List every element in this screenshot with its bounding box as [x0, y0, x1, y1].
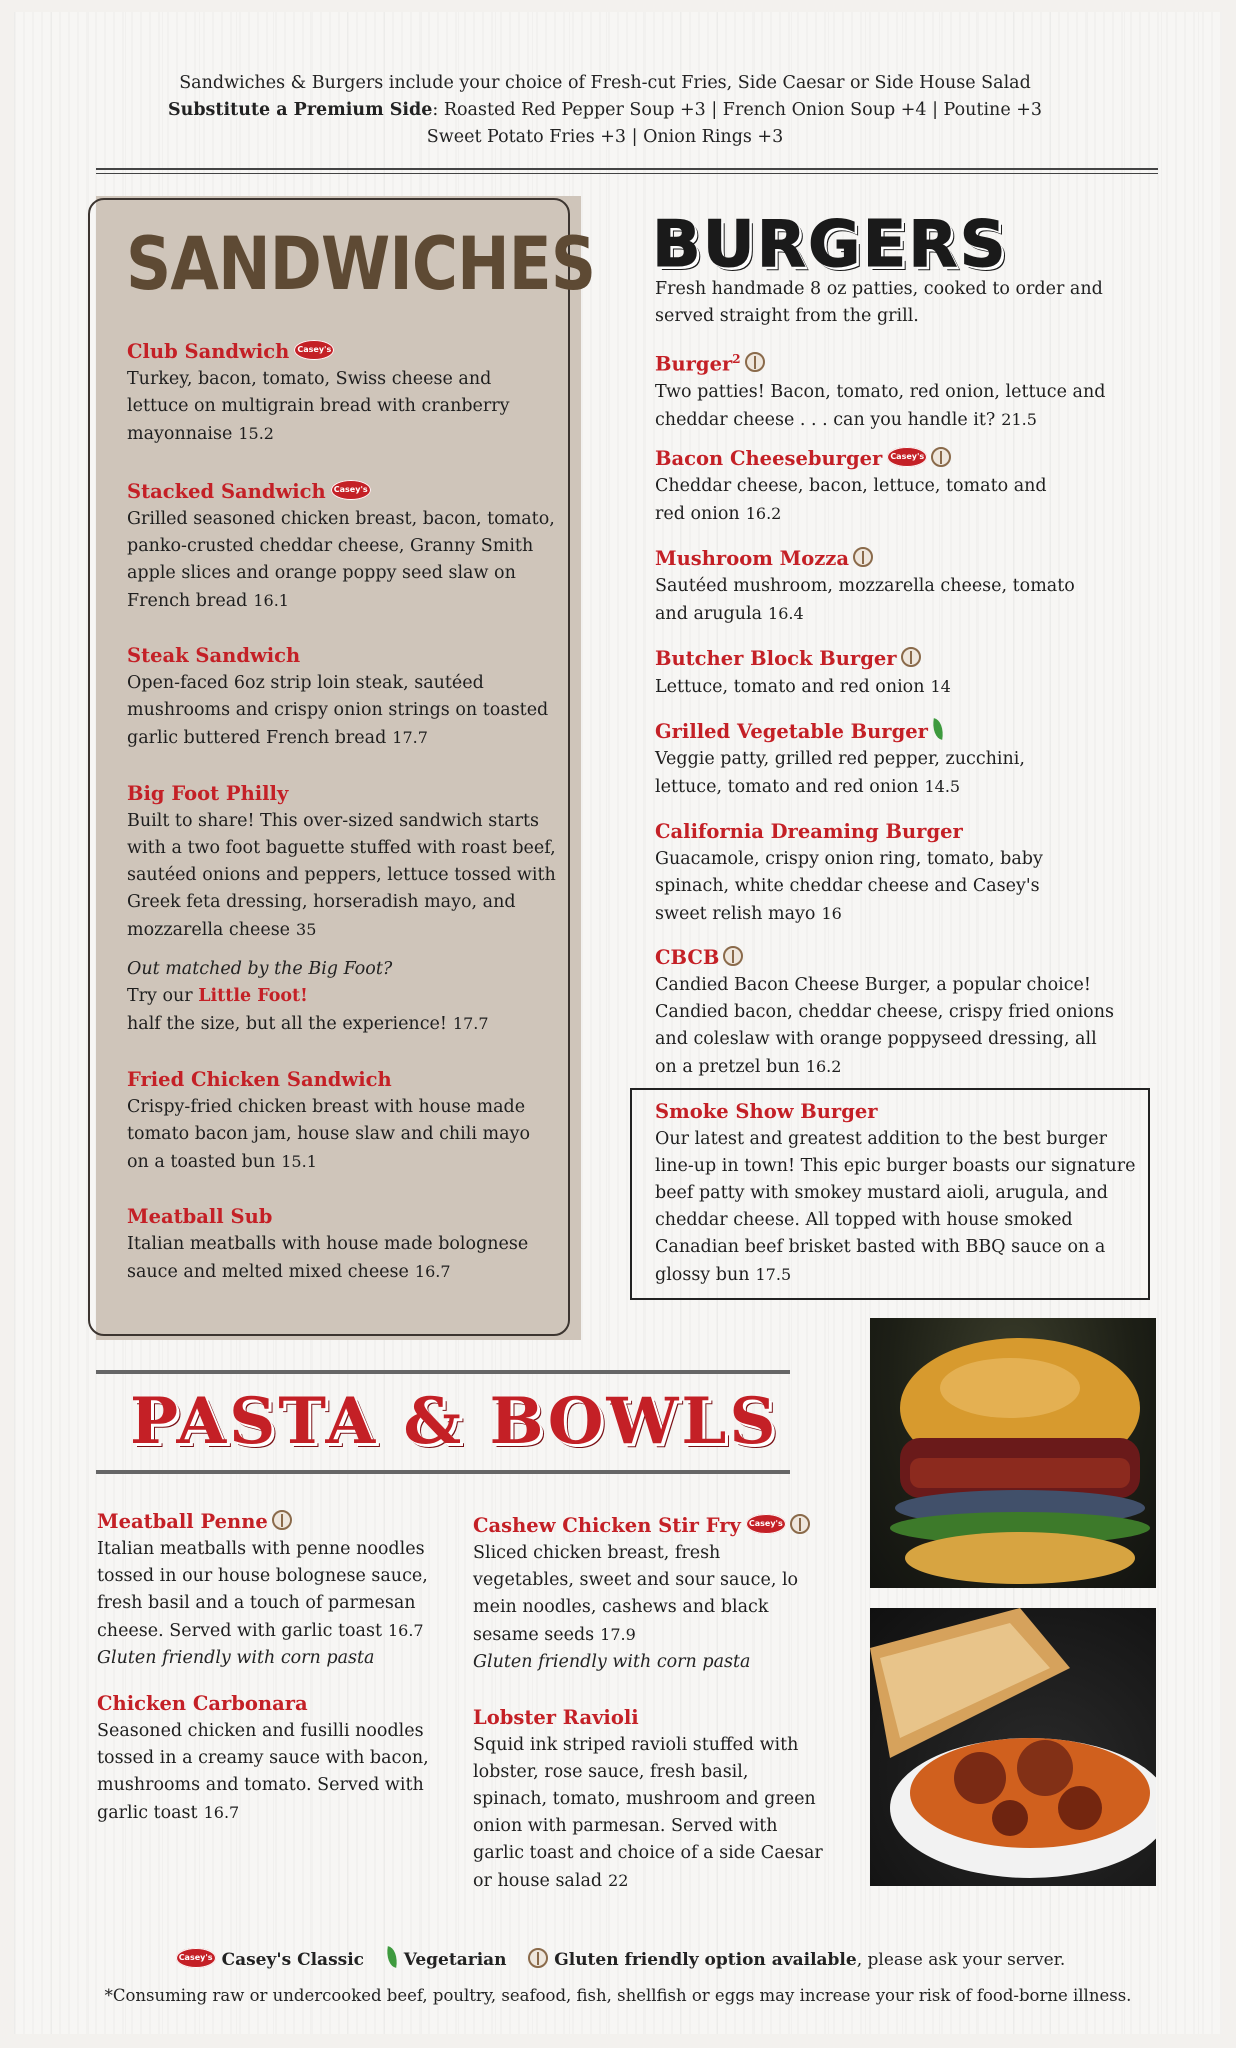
caseys-classic-icon: Casey's	[331, 480, 371, 500]
legend-gluten-label: Gluten friendly option available	[554, 1950, 857, 1970]
item-name: Fried Chicken Sandwich	[127, 1068, 392, 1091]
item-price: 21.5	[1001, 409, 1037, 429]
menu-item-cbcb	[655, 944, 1115, 1081]
item-desc: Candied Bacon Cheese Burger, a popular choice! Candied bacon, cheddar cheese, crispy fried onions and coleslaw with orange poppyseed dressing, all on a pretzel bun	[655, 975, 1114, 1077]
item-name: Chicken Carbonara	[97, 1692, 308, 1715]
legend-gluten-note: , please ask your server.	[856, 1950, 1066, 1970]
item-desc: Squid ink striped ravioli stuffed with lobster, rose sauce, fresh basil, spinach, tomato, mushroom and green onion with parmesan. Served with garlic toast and choice of a side Caesar or house salad	[473, 1735, 823, 1891]
caseys-classic-icon: Casey's	[887, 447, 927, 467]
item-price: 16.4	[768, 604, 804, 623]
item-desc: Sautéed mushroom, mozzarella cheese, tomato and arugula	[655, 576, 1075, 624]
caseys-classic-icon: Casey's	[176, 1948, 216, 1968]
item-name: Stacked Sandwich	[127, 480, 326, 503]
item-superscript: 2	[732, 352, 741, 366]
item-name: Grilled Vegetable Burger	[655, 720, 928, 743]
header-divider	[96, 168, 1158, 174]
item-name: Big Foot Philly	[127, 782, 289, 805]
gluten-friendly-icon	[790, 1514, 810, 1534]
item-name: Burger	[655, 352, 733, 376]
item-price: 14.5	[924, 777, 961, 796]
item-desc: Our latest and greatest addition to the best burger line-up in town! This epic burger boasts our signature beef patty with smokey mustard aioli, arugula, and cheddar cheese. All topped with house smoked Canadian beef brisket basted with BBQ sauce on a glossy bun	[655, 1129, 1136, 1285]
burger-illustration	[870, 1318, 1156, 1588]
sides-line-3: Sweet Potato Fries +3 | Onion Rings +3	[426, 127, 784, 147]
burger-photo	[870, 1318, 1156, 1588]
item-price: 14	[930, 677, 951, 696]
gluten-friendly-icon	[272, 1510, 292, 1530]
item-price: 17.5	[755, 1265, 792, 1284]
menu-item-smoke-show-burger	[655, 1098, 1137, 1289]
menu-item-bacon-cheeseburger	[655, 445, 1055, 528]
menu-item-meatball-penne	[97, 1508, 437, 1672]
item-desc: Italian meatballs with penne noodles tossed in our house bolognese sauce, fresh basil and a touch of parmesan cheese. Served with garlic toast	[97, 1539, 428, 1641]
menu-item-stacked-sandwich	[127, 478, 557, 615]
item-desc: Grilled seasoned chicken breast, bacon, tomato, panko-crusted cheddar cheese, Granny Smith apple slices and orange poppy seed slaw on French bread	[127, 509, 555, 611]
item-price: 15.1	[281, 1152, 317, 1171]
item-name: CBCB	[655, 946, 720, 969]
pasta-title: PASTA & BOWLS	[130, 1384, 779, 1459]
menu-item-california-dreaming-burger	[655, 818, 1055, 928]
legend-classic-label: Casey's Classic	[221, 1950, 365, 1970]
item-name: Lobster Ravioli	[473, 1706, 639, 1729]
menu-item-fried-chicken-sandwich	[127, 1066, 557, 1176]
item-name: Cashew Chicken Stir Fry	[473, 1514, 741, 1537]
food-safety-footnote: *Consuming raw or undercooked beef, poultry, seafood, fish, shellfish or eggs may increase your risk of food-borne illness.	[104, 1986, 1132, 2005]
item-desc: Italian meatballs with house made bolognese sauce and melted mixed cheese	[127, 1234, 529, 1282]
menu-item-steak-sandwich	[127, 642, 557, 752]
item-desc: Crispy-fried chicken breast with house made tomato bacon jam, house slaw and chili mayo on a toasted bun	[127, 1097, 530, 1172]
menu-item-club-sandwich	[127, 338, 557, 448]
menu-item-big-foot-philly	[127, 780, 557, 944]
caseys-classic-icon: Casey's	[294, 340, 334, 360]
item-name: Meatball Penne	[97, 1510, 268, 1533]
gluten-friendly-icon	[528, 1948, 548, 1968]
menu-item-chicken-carbonara	[97, 1690, 437, 1827]
sandwiches-title: SANDWICHES	[126, 222, 596, 307]
sides-line-1: Sandwiches & Burgers include your choice of Fresh-cut Fries, Side Caesar or Side House Salad	[179, 73, 1031, 93]
item-note: Gluten friendly with corn pasta	[97, 1648, 375, 1668]
item-price: 16.1	[253, 591, 289, 610]
burgers-intro: Fresh handmade 8 oz patties, cooked to order and served straight from the grill.	[655, 279, 1103, 326]
gluten-friendly-icon	[931, 447, 951, 467]
little-foot-price: 17.7	[452, 1014, 489, 1033]
item-price: 16.7	[203, 1803, 240, 1822]
little-foot-try: Try our	[127, 986, 199, 1006]
item-price: 16.7	[414, 1262, 451, 1281]
item-price: 22	[608, 1871, 629, 1890]
item-desc: Turkey, bacon, tomato, Swiss cheese and lettuce on multigrain bread with cranberry mayonnaise	[127, 369, 510, 444]
menu-item-grilled-vegetable-burger	[655, 718, 1095, 801]
item-desc: Seasoned chicken and fusilli noodles tossed in a creamy sauce with bacon, mushrooms and tomato. Served with garlic toast	[97, 1721, 429, 1823]
item-name: California Dreaming Burger	[655, 820, 963, 843]
item-desc: Cheddar cheese, bacon, lettuce, tomato and red onion	[655, 476, 1047, 524]
little-foot-promo	[127, 956, 557, 1038]
item-name: Smoke Show Burger	[655, 1100, 878, 1123]
item-note: Gluten friendly with corn pasta	[473, 1652, 751, 1672]
sides-info	[100, 70, 1110, 151]
item-name: Club Sandwich	[127, 340, 290, 363]
menu-item-mushroom-mozza	[655, 545, 1095, 628]
item-price: 16.2	[745, 504, 782, 523]
gluten-friendly-icon	[901, 647, 921, 667]
pasta-photo	[870, 1608, 1156, 1886]
item-price: 16.7	[387, 1621, 424, 1640]
little-foot-desc: half the size, but all the experience!	[127, 1014, 447, 1034]
item-name: Butcher Block Burger	[655, 647, 897, 670]
pasta-illustration	[870, 1608, 1156, 1886]
item-desc: Open-faced 6oz strip loin steak, sautéed mushrooms and crispy onion strings on toasted garlic buttered French bread	[127, 673, 549, 748]
menu-item-burger-squared	[655, 345, 1135, 434]
legend-vegetarian-label: Vegetarian	[403, 1950, 507, 1970]
item-price: 35	[296, 920, 317, 939]
gluten-friendly-icon	[745, 352, 765, 372]
pasta-top-rule	[96, 1370, 790, 1374]
little-foot-name: Little Foot!	[198, 986, 308, 1006]
item-price: 16.2	[805, 1057, 842, 1076]
item-name: Steak Sandwich	[127, 644, 301, 667]
burgers-title: BURGERS	[652, 208, 1008, 282]
item-desc: Two patties! Bacon, tomato, red onion, lettuce and cheddar cheese . . . can you handle it?	[655, 381, 1106, 430]
caseys-classic-icon: Casey's	[746, 1514, 786, 1534]
menu-item-lobster-ravioli	[473, 1704, 823, 1895]
item-price: 17.9	[600, 1625, 636, 1644]
item-desc: Sliced chicken breast, fresh vegetables, sweet and sour sauce, lo mein noodles, cashews and black sesame seeds	[473, 1543, 799, 1645]
item-price: 16	[821, 904, 842, 923]
vegetarian-leaf-icon	[930, 718, 945, 740]
item-name: Bacon Cheeseburger	[655, 447, 883, 470]
gluten-friendly-icon	[853, 547, 873, 567]
premium-side-label: Substitute a Premium Side	[167, 100, 433, 120]
gluten-friendly-icon	[723, 946, 743, 966]
item-name: Meatball Sub	[127, 1205, 273, 1228]
pasta-bottom-rule	[96, 1470, 790, 1474]
item-name: Mushroom Mozza	[655, 547, 850, 570]
item-desc: Lettuce, tomato and red onion	[655, 677, 925, 697]
menu-item-meatball-sub	[127, 1203, 557, 1286]
menu-item-cashew-chicken-stir-fry	[473, 1512, 813, 1676]
icon-legend	[0, 1950, 1236, 1971]
sides-line-2	[100, 97, 1110, 124]
item-desc: Built to share! This over-sized sandwich starts with a two foot baguette stuffed with roast beef, sautéed onions and peppers, lettuce tossed with Greek feta dressing, horseradish mayo, and mozzarella cheese	[127, 811, 556, 940]
item-price: 17.7	[392, 728, 428, 747]
item-desc: Veggie patty, grilled red pepper, zucchini, lettuce, tomato and red onion	[655, 749, 1025, 797]
item-desc: Guacamole, crispy onion ring, tomato, baby spinach, white cheddar cheese and Casey's sweet relish mayo	[655, 849, 1043, 924]
premium-side-options: : Roasted Red Pepper Soup +3 | French Onion Soup +4 | Poutine +3	[432, 100, 1043, 120]
little-foot-intro: Out matched by the Big Foot?	[127, 959, 393, 979]
menu-item-butcher-block-burger	[655, 645, 1135, 701]
item-price: 15.2	[238, 424, 274, 443]
